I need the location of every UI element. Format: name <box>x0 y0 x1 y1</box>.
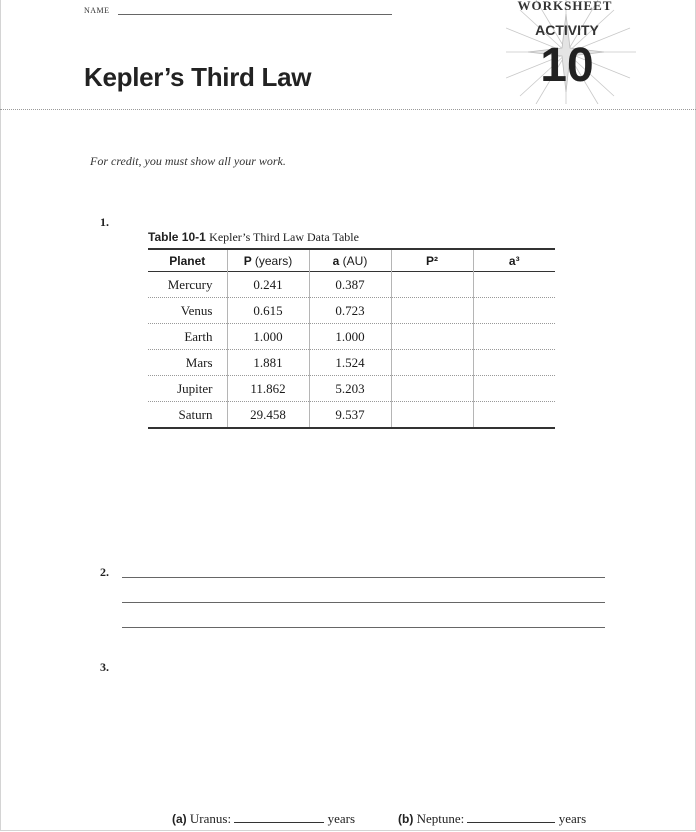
table-header-row <box>148 249 555 272</box>
p-squared-answer-cell[interactable] <box>391 298 473 324</box>
answer-line[interactable] <box>122 602 605 603</box>
period-cell: 1.000 <box>227 324 309 350</box>
worksheet-header <box>0 0 696 110</box>
a-cubed-answer-cell[interactable] <box>473 402 555 429</box>
answer-line[interactable] <box>122 627 605 628</box>
table-row <box>148 376 555 402</box>
question-3-number: 3. <box>100 660 109 674</box>
table-row <box>148 350 555 376</box>
header-planet: Planet <box>169 253 206 268</box>
header-period-unit: (years) <box>254 253 293 268</box>
period-cell: 11.862 <box>227 376 309 402</box>
header-period-symbol: P <box>243 253 252 268</box>
p-squared-answer-cell[interactable] <box>391 324 473 350</box>
a-cubed-answer-cell[interactable] <box>473 324 555 350</box>
uranus-unit: years <box>327 811 356 826</box>
answer-line[interactable] <box>122 577 605 578</box>
p-squared-answer-cell[interactable] <box>391 272 473 298</box>
a-cubed-answer-cell[interactable] <box>473 350 555 376</box>
badge-activity-label: ACTIVITY <box>535 22 599 38</box>
uranus-answer <box>172 811 355 827</box>
table-caption-number: Table 10-1 <box>148 230 206 244</box>
header-p-squared: P² <box>391 249 473 272</box>
uranus-label: Uranus: <box>189 811 232 826</box>
table-caption <box>148 230 359 245</box>
table-row <box>148 272 555 298</box>
period-cell: 0.241 <box>227 272 309 298</box>
p-squared-answer-cell[interactable] <box>391 350 473 376</box>
part-a-label: (a) <box>172 812 187 826</box>
a-cubed-answer-cell[interactable] <box>473 376 555 402</box>
planet-cell: Saturn <box>148 402 227 429</box>
activity-number: 10 <box>540 39 594 92</box>
question-2-number: 2. <box>100 565 109 579</box>
p-squared-answer-cell[interactable] <box>391 376 473 402</box>
header-a-cubed: a³ <box>473 249 555 272</box>
period-cell: 0.615 <box>227 298 309 324</box>
table-row <box>148 298 555 324</box>
planet-cell: Mars <box>148 350 227 376</box>
table-row <box>148 402 555 429</box>
neptune-answer-blank[interactable] <box>467 812 555 823</box>
badge-worksheet-label: WORKSHEET <box>517 0 613 13</box>
period-cell: 1.881 <box>227 350 309 376</box>
a-cubed-answer-cell[interactable] <box>473 272 555 298</box>
header-axis-unit: (AU) <box>342 253 368 268</box>
planet-cell: Earth <box>148 324 227 350</box>
header-axis <box>309 249 391 272</box>
page-title: Kepler’s Third Law <box>84 62 312 92</box>
axis-cell: 0.723 <box>309 298 391 324</box>
instructions-text: For credit, you must show all your work. <box>90 154 286 168</box>
header-axis-symbol: a <box>332 253 340 268</box>
axis-cell: 1.000 <box>309 324 391 350</box>
period-cell: 29.458 <box>227 402 309 429</box>
table-row <box>148 324 555 350</box>
uranus-answer-blank[interactable] <box>234 812 324 823</box>
neptune-label: Neptune: <box>416 811 465 826</box>
neptune-answer <box>398 811 586 827</box>
axis-cell: 0.387 <box>309 272 391 298</box>
planet-cell: Mercury <box>148 272 227 298</box>
axis-cell: 1.524 <box>309 350 391 376</box>
part-b-label: (b) <box>398 812 414 826</box>
question-1-number: 1. <box>100 215 109 229</box>
axis-cell: 9.537 <box>309 402 391 429</box>
header-divider <box>0 109 696 110</box>
kepler-data-table <box>148 248 555 429</box>
p-squared-answer-cell[interactable] <box>391 402 473 429</box>
planet-cell: Jupiter <box>148 376 227 402</box>
activity-badge <box>506 0 636 104</box>
a-cubed-answer-cell[interactable] <box>473 298 555 324</box>
header-period <box>227 249 309 272</box>
axis-cell: 5.203 <box>309 376 391 402</box>
table-caption-title: Kepler’s Third Law Data Table <box>209 230 359 244</box>
planet-cell: Venus <box>148 298 227 324</box>
neptune-unit: years <box>558 811 587 826</box>
name-field[interactable] <box>118 14 392 15</box>
name-label: NAME <box>84 6 110 15</box>
